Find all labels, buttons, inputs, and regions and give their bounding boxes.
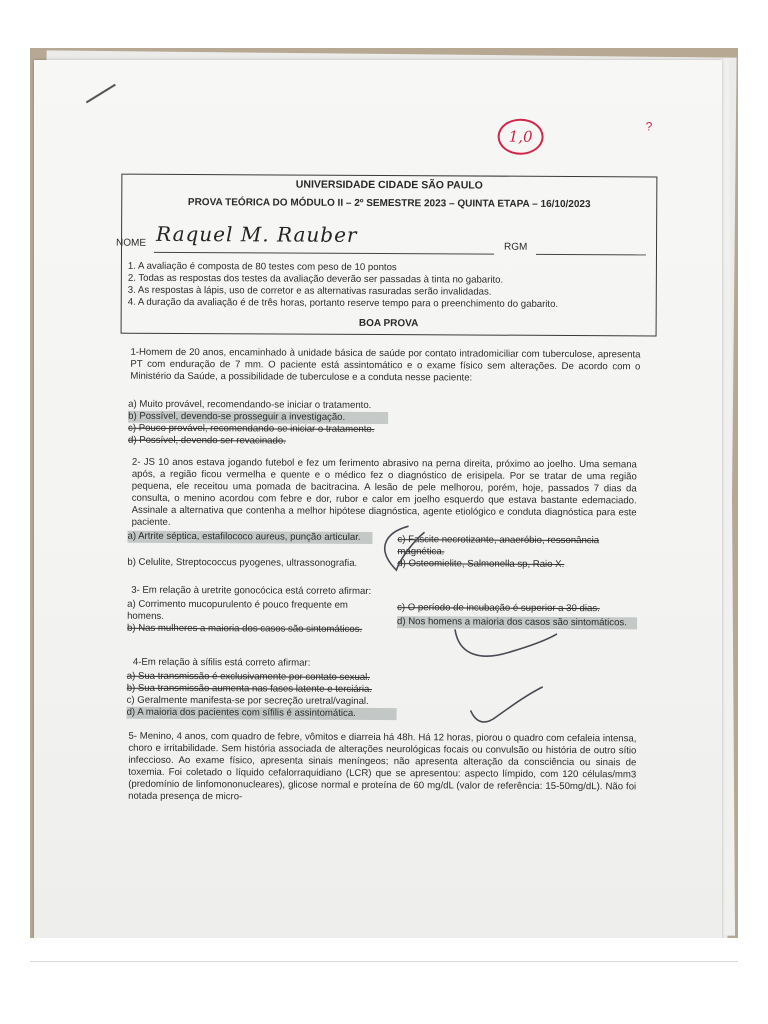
document-photo: [30, 48, 738, 938]
q3-option-c: c) O período de incubação é superior a 30 dias.: [397, 602, 600, 615]
q1-option-a: a) Muito provável, recomendando-se iniciar o tratamento.: [128, 398, 372, 411]
student-signature: Raquel M. Rauber: [156, 221, 358, 247]
instruction-4: 4. A duração da avaliação é de três horas, portanto reserve tempo para o preenchimento do gabarito.: [127, 296, 559, 310]
q1-option-d: d) Possível, devendo ser revacinado.: [127, 434, 286, 447]
q4-stem: 4-Em relação à sífilis está correto afirmar:: [132, 656, 311, 669]
university-name: UNIVERSIDADE CIDADE SÃO PAULO: [295, 178, 483, 192]
q4-check-mark: [466, 680, 546, 730]
q5-stem: 5- Menino, 4 anos, com quadro de febre, vômitos e diarreia há 48h. Há 12 horas, piorou o quadro com cefaleia intensa, choro e irritabilidade. Sem história associada de alterações neurológicas focais ou convulsão ou história de outro sítio infeccioso. Ao exame físico, apresenta sinais meníngeos; não apresenta alteração da consciência ou sinais de toxemia. Foi coletado o líquido cefalorraquidiano (LCR) que se apresentou: aspecto límpido, com 120 células/mm3 (predomínio de linfomononucleares), glicose normal e proteína de 60 mg/dL (valor de referência: 15-50mg/dL). Não foi notada presença de micro-: [128, 730, 637, 803]
q1-option-c: c) Pouco provável, recomendando-se iniciar o tratamento.: [128, 422, 375, 435]
instruction-1: 1. A avaliação é composta de 80 testes com peso de 10 pontos: [127, 260, 397, 274]
exam-title: PROVA TEÓRICA DO MÓDULO II – 2º SEMESTRE 2023 – QUINTA ETAPA – 16/10/2023: [187, 197, 591, 211]
q3-option-d: d) Nos homens a maioria dos casos são sintomáticos.: [397, 616, 637, 629]
staple-mark: [86, 84, 116, 104]
page-divider: [30, 961, 738, 962]
instruction-2: 2. Todas as respostas dos testes da avaliação deverão ser passadas à tinta no gabarito.: [127, 272, 504, 286]
q4-option-c: c) Geralmente manifesta-se por secreção uretral/vaginal.: [126, 694, 369, 707]
q2-option-c: c) Fascite necrotizante, anaeróbio, ressonância magnética.: [397, 534, 600, 557]
q4-option-b: b) Sua transmissão aumenta nas fases latente e terciária.: [126, 682, 373, 695]
rgm-line: [536, 254, 646, 256]
q2-option-a: a) Artrite séptica, estafilococo aureus, punção articular.: [127, 531, 372, 544]
q3-stem: 3- Em relação à uretrite gonocócica está correto afirmar:: [131, 584, 372, 597]
q4-option-a: a) Sua transmissão é exclusivamente por contato sexual.: [126, 670, 370, 683]
exam-page: [34, 60, 722, 938]
q3-option-b: b) Nas mulheres a maioria dos casos são sintomáticos.: [126, 622, 363, 635]
q2-option-b: b) Celulite, Streptococcus pyogenes, ultrassonografia.: [127, 556, 358, 569]
instruction-3: 3. As respostas à lápis, uso de corretor e as alternativas rasuradas serão invalidadas.: [127, 284, 492, 298]
name-label: NOME: [116, 237, 147, 249]
grade-circle: 1,0: [498, 119, 544, 155]
exam-header: [116, 174, 658, 337]
q2-option-d: d) Osteomielite, Salmonella sp, Raio X.: [397, 558, 565, 570]
name-line: [154, 252, 494, 255]
q2-check-mark: [366, 518, 426, 578]
name-row: [116, 221, 662, 253]
q3-option-a: a) Corrimento mucopurulento é pouco frequente em homens.: [127, 598, 348, 622]
q4-option-d: d) A maioria dos pacientes com sífilis é assintomática.: [127, 707, 397, 720]
rgm-label: RGM: [503, 241, 528, 253]
boa-prova: BOA PROVA: [358, 317, 419, 330]
corner-red-mark: ?: [645, 119, 653, 134]
q1-option-b: b) Possível, devendo-se prosseguir a investigação.: [128, 411, 388, 424]
q2-stem: 2- JS 10 anos estava jogando futebol e fez um ferimento abrasivo na perna direita, próximo ao joelho. Uma semana após, a região ficou vermelha e quente e o médico fez o diagnóstico de erisipela. Por se tratar de uma região pequena, ele receitou uma pomada de bacitracina. A lesão de pele melhorou, porém, hoje, passados 7 dias da consulta, o menino acordou com febre e dor, rubor e calor em joelho esquerdo que estava bastante edemaciado. Assinale a alternativa que contenha a melhor hipótese diagnóstica, agente etiológico e conduta diagnóstica para este paciente.: [131, 456, 637, 528]
page-content: [30, 58, 722, 938]
q1-stem: 1-Homem de 20 anos, encaminhado à unidade básica de saúde por contato intradomiciliar com tuberculose, apresenta PT com enduração de 7 mm. O paciente está assintomático e o exame físico sem alterações. De acordo com o Ministério da Saúde, a possibilidade de tuberculose e a conduta nesse paciente:: [130, 346, 641, 384]
